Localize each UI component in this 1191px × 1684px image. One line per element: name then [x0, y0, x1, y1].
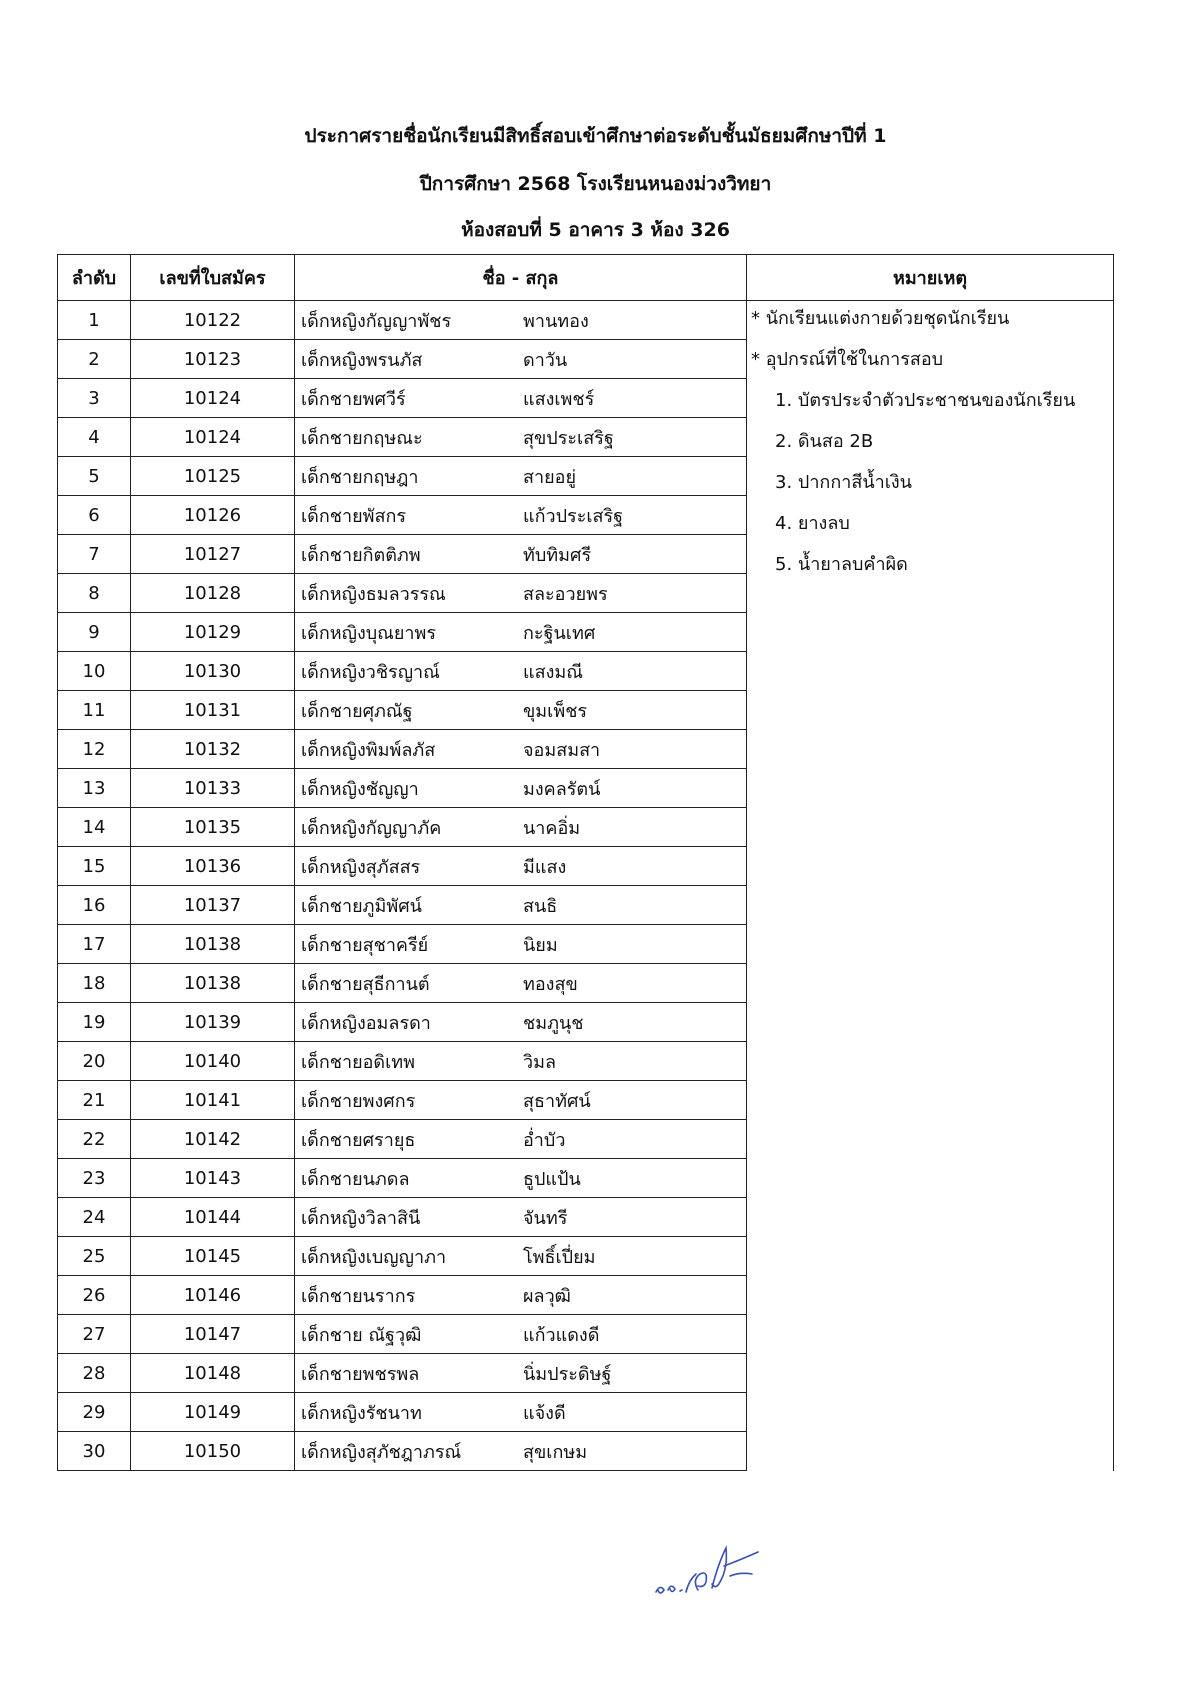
student-first-name: เด็กหญิงรัชนาท	[301, 1402, 422, 1424]
row-application-number: 10140	[131, 1042, 295, 1081]
row-application-number: 10132	[131, 730, 295, 769]
row-order-number: 24	[58, 1198, 131, 1237]
row-application-number: 10141	[131, 1081, 295, 1120]
student-roster-table	[57, 254, 1114, 1471]
student-last-name: จอมสมสา	[523, 739, 601, 761]
row-order-number: 18	[58, 964, 131, 1003]
row-order-number: 30	[58, 1432, 131, 1471]
student-first-name: เด็กหญิงพรนภัส	[301, 349, 423, 371]
student-last-name: มงคลรัตน์	[523, 778, 601, 800]
student-last-name: ดาวัน	[523, 349, 568, 371]
row-order-number: 29	[58, 1393, 131, 1432]
student-last-name: พานทอง	[523, 310, 589, 332]
student-first-name: เด็กหญิงสุภัชฎาภรณ์	[301, 1441, 462, 1463]
row-full-name	[295, 691, 747, 730]
row-full-name	[295, 847, 747, 886]
row-order-number: 4	[58, 418, 131, 457]
student-first-name: เด็กชายอดิเทพ	[301, 1051, 415, 1073]
row-order-number: 10	[58, 652, 131, 691]
student-first-name: เด็กหญิงสุภัสสร	[301, 856, 421, 878]
row-order-number: 14	[58, 808, 131, 847]
row-order-number: 27	[58, 1315, 131, 1354]
student-last-name: แสงเพชร์	[523, 388, 595, 410]
student-last-name: กะฐินเทศ	[523, 622, 596, 644]
student-last-name: ชมภูนุช	[523, 1012, 584, 1034]
column-header-application-number: เลขที่ใบสมัคร	[131, 255, 295, 301]
row-order-number: 12	[58, 730, 131, 769]
student-first-name: เด็กชาย ณัฐวุฒิ	[301, 1324, 422, 1346]
student-first-name: เด็กชายนภดล	[301, 1168, 410, 1190]
row-full-name	[295, 574, 747, 613]
row-full-name	[295, 769, 747, 808]
row-order-number: 16	[58, 886, 131, 925]
row-application-number: 10124	[131, 418, 295, 457]
row-full-name	[295, 808, 747, 847]
row-application-number: 10127	[131, 535, 295, 574]
student-first-name: เด็กชายศรายุธ	[301, 1129, 416, 1151]
row-order-number: 21	[58, 1081, 131, 1120]
row-full-name	[295, 379, 747, 418]
student-first-name: เด็กหญิงชัญญา	[301, 778, 419, 800]
row-application-number: 10150	[131, 1432, 295, 1471]
row-order-number: 1	[58, 301, 131, 340]
student-first-name: เด็กชายภูมิพัศน์	[301, 895, 422, 917]
student-last-name: แก้วประเสริฐ	[523, 505, 624, 527]
row-application-number: 10135	[131, 808, 295, 847]
row-full-name	[295, 1198, 747, 1237]
student-first-name: เด็กหญิงธมลวรรณ	[301, 583, 446, 605]
student-last-name: สนธิ	[523, 895, 558, 917]
row-application-number: 10144	[131, 1198, 295, 1237]
row-full-name	[295, 457, 747, 496]
row-full-name	[295, 1120, 747, 1159]
row-full-name	[295, 613, 747, 652]
row-application-number: 10146	[131, 1276, 295, 1315]
student-first-name: เด็กชายสุชาครีย์	[301, 934, 429, 956]
student-last-name: จันทรี	[523, 1207, 568, 1229]
equipment-item: 4. ยางลบ	[775, 513, 850, 534]
row-order-number: 8	[58, 574, 131, 613]
row-full-name	[295, 964, 747, 1003]
row-full-name	[295, 340, 747, 379]
student-last-name: แจ้งดี	[523, 1402, 566, 1424]
student-first-name: เด็กชายพศวีร์	[301, 388, 406, 410]
remark-line: * อุปกรณ์ที่ใช้ในการสอบ	[751, 349, 944, 370]
row-order-number: 23	[58, 1159, 131, 1198]
row-application-number: 10138	[131, 964, 295, 1003]
row-full-name	[295, 535, 747, 574]
row-order-number: 28	[58, 1354, 131, 1393]
remark-line: * นักเรียนแต่งกายด้วยชุดนักเรียน	[751, 308, 1010, 329]
row-order-number: 20	[58, 1042, 131, 1081]
row-order-number: 11	[58, 691, 131, 730]
row-full-name	[295, 886, 747, 925]
row-order-number: 25	[58, 1237, 131, 1276]
student-last-name: แสงมณี	[523, 661, 583, 683]
row-full-name	[295, 1081, 747, 1120]
equipment-item: 1. บัตรประจำตัวประชาชนของนักเรียน	[775, 390, 1076, 411]
row-full-name	[295, 1237, 747, 1276]
row-application-number: 10125	[131, 457, 295, 496]
row-application-number: 10139	[131, 1003, 295, 1042]
student-first-name: เด็กชายพชรพล	[301, 1363, 420, 1385]
student-first-name: เด็กชายศุภณัฐ	[301, 700, 413, 722]
row-order-number: 13	[58, 769, 131, 808]
student-first-name: เด็กหญิงวิลาสินี	[301, 1207, 421, 1229]
column-header-full-name: ชื่อ - สกุล	[295, 255, 747, 301]
academic-year-school: ปีการศึกษา 2568 โรงเรียนหนองม่วงวิทยา	[419, 173, 772, 195]
row-full-name	[295, 301, 747, 340]
row-full-name	[295, 1354, 747, 1393]
row-order-number: 9	[58, 613, 131, 652]
row-application-number: 10148	[131, 1354, 295, 1393]
row-application-number: 10123	[131, 340, 295, 379]
student-first-name: เด็กหญิงกัญญาพัชร	[301, 310, 452, 332]
announcement-title: ประกาศรายชื่อนักเรียนมีสิทธิ์สอบเข้าศึกษาต่อระดับชั้นมัธยมศึกษาปีที่ 1	[304, 125, 887, 147]
student-first-name: เด็กชายกฤษฎา	[301, 466, 419, 488]
student-first-name: เด็กหญิงกัญญาภัค	[301, 817, 442, 839]
row-application-number: 10142	[131, 1120, 295, 1159]
remarks-cell	[747, 301, 1114, 1471]
row-full-name	[295, 1003, 747, 1042]
row-application-number: 10131	[131, 691, 295, 730]
row-full-name	[295, 1393, 747, 1432]
student-last-name: วิมล	[523, 1051, 557, 1073]
row-application-number: 10129	[131, 613, 295, 652]
row-application-number: 10149	[131, 1393, 295, 1432]
row-application-number: 10128	[131, 574, 295, 613]
student-first-name: เด็กหญิงพิมพ์ลภัส	[301, 739, 436, 761]
student-first-name: เด็กหญิงเบญญาภา	[301, 1246, 447, 1268]
student-first-name: เด็กชายกิตติภพ	[301, 544, 421, 566]
row-order-number: 6	[58, 496, 131, 535]
student-last-name: สุธาทัศน์	[523, 1090, 591, 1112]
column-header-remarks: หมายเหตุ	[747, 255, 1114, 301]
student-first-name: เด็กหญิงวชิรญาณ์	[301, 661, 440, 683]
student-last-name: ทับทิมศรี	[523, 544, 592, 566]
student-last-name: สละอวยพร	[523, 583, 608, 605]
student-first-name: เด็กชายกฤษณะ	[301, 427, 423, 449]
student-last-name: ผลวุฒิ	[523, 1285, 571, 1307]
row-application-number: 10143	[131, 1159, 295, 1198]
row-application-number: 10126	[131, 496, 295, 535]
row-full-name	[295, 1159, 747, 1198]
table-header-row	[58, 255, 1114, 301]
exam-room-info: ห้องสอบที่ 5 อาคาร 3 ห้อง 326	[461, 219, 730, 241]
row-application-number: 10147	[131, 1315, 295, 1354]
row-order-number: 5	[58, 457, 131, 496]
student-last-name: ทองสุข	[523, 973, 578, 995]
row-full-name	[295, 496, 747, 535]
row-full-name	[295, 1276, 747, 1315]
row-order-number: 7	[58, 535, 131, 574]
student-last-name: สายอยู่	[523, 466, 576, 488]
remarks-list	[747, 301, 1113, 588]
row-application-number: 10124	[131, 379, 295, 418]
row-full-name	[295, 652, 747, 691]
row-application-number: 10133	[131, 769, 295, 808]
row-order-number: 26	[58, 1276, 131, 1315]
student-last-name: นาคอิ่ม	[523, 817, 581, 839]
equipment-item: 2. ดินสอ 2B	[775, 431, 874, 452]
student-first-name: เด็กชายพัสกร	[301, 505, 407, 527]
student-last-name: แก้วแดงดี	[523, 1324, 600, 1346]
row-application-number: 10130	[131, 652, 295, 691]
row-full-name	[295, 418, 747, 457]
student-last-name: อ่ำบัว	[523, 1129, 566, 1151]
student-last-name: ขุมเพ็ชร	[523, 700, 588, 722]
student-first-name: เด็กชายพงศกร	[301, 1090, 416, 1112]
row-order-number: 2	[58, 340, 131, 379]
row-full-name	[295, 730, 747, 769]
row-full-name	[295, 925, 747, 964]
student-last-name: นิ่มประดิษฐ์	[523, 1363, 612, 1385]
student-first-name: เด็กชายนรากร	[301, 1285, 416, 1307]
student-first-name: เด็กชายสุธีกานต์	[301, 973, 430, 995]
table-row	[58, 301, 1114, 340]
equipment-item: 5. น้ำยาลบคำผิด	[775, 554, 908, 575]
student-last-name: สุขเกษม	[523, 1441, 588, 1463]
row-application-number: 10137	[131, 886, 295, 925]
student-last-name: โพธิ์เปี่ยม	[523, 1246, 596, 1268]
row-full-name	[295, 1432, 747, 1471]
student-first-name: เด็กหญิงบุณยาพร	[301, 622, 437, 644]
row-application-number: 10138	[131, 925, 295, 964]
student-last-name: นิยม	[523, 934, 558, 956]
student-first-name: เด็กหญิงอมลรดา	[301, 1012, 431, 1034]
student-last-name: มีแสง	[523, 856, 567, 878]
student-last-name: ธูปแป้น	[523, 1168, 581, 1190]
row-order-number: 3	[58, 379, 131, 418]
column-header-order: ลำดับ	[58, 255, 131, 301]
row-order-number: 17	[58, 925, 131, 964]
row-full-name	[295, 1315, 747, 1354]
student-last-name: สุขประเสริฐ	[523, 427, 614, 449]
equipment-item: 3. ปากกาสีน้ำเงิน	[775, 472, 912, 493]
row-order-number: 15	[58, 847, 131, 886]
row-application-number: 10136	[131, 847, 295, 886]
row-order-number: 19	[58, 1003, 131, 1042]
signature-mark	[650, 1540, 780, 1610]
row-order-number: 22	[58, 1120, 131, 1159]
row-application-number: 10145	[131, 1237, 295, 1276]
row-full-name	[295, 1042, 747, 1081]
row-application-number: 10122	[131, 301, 295, 340]
